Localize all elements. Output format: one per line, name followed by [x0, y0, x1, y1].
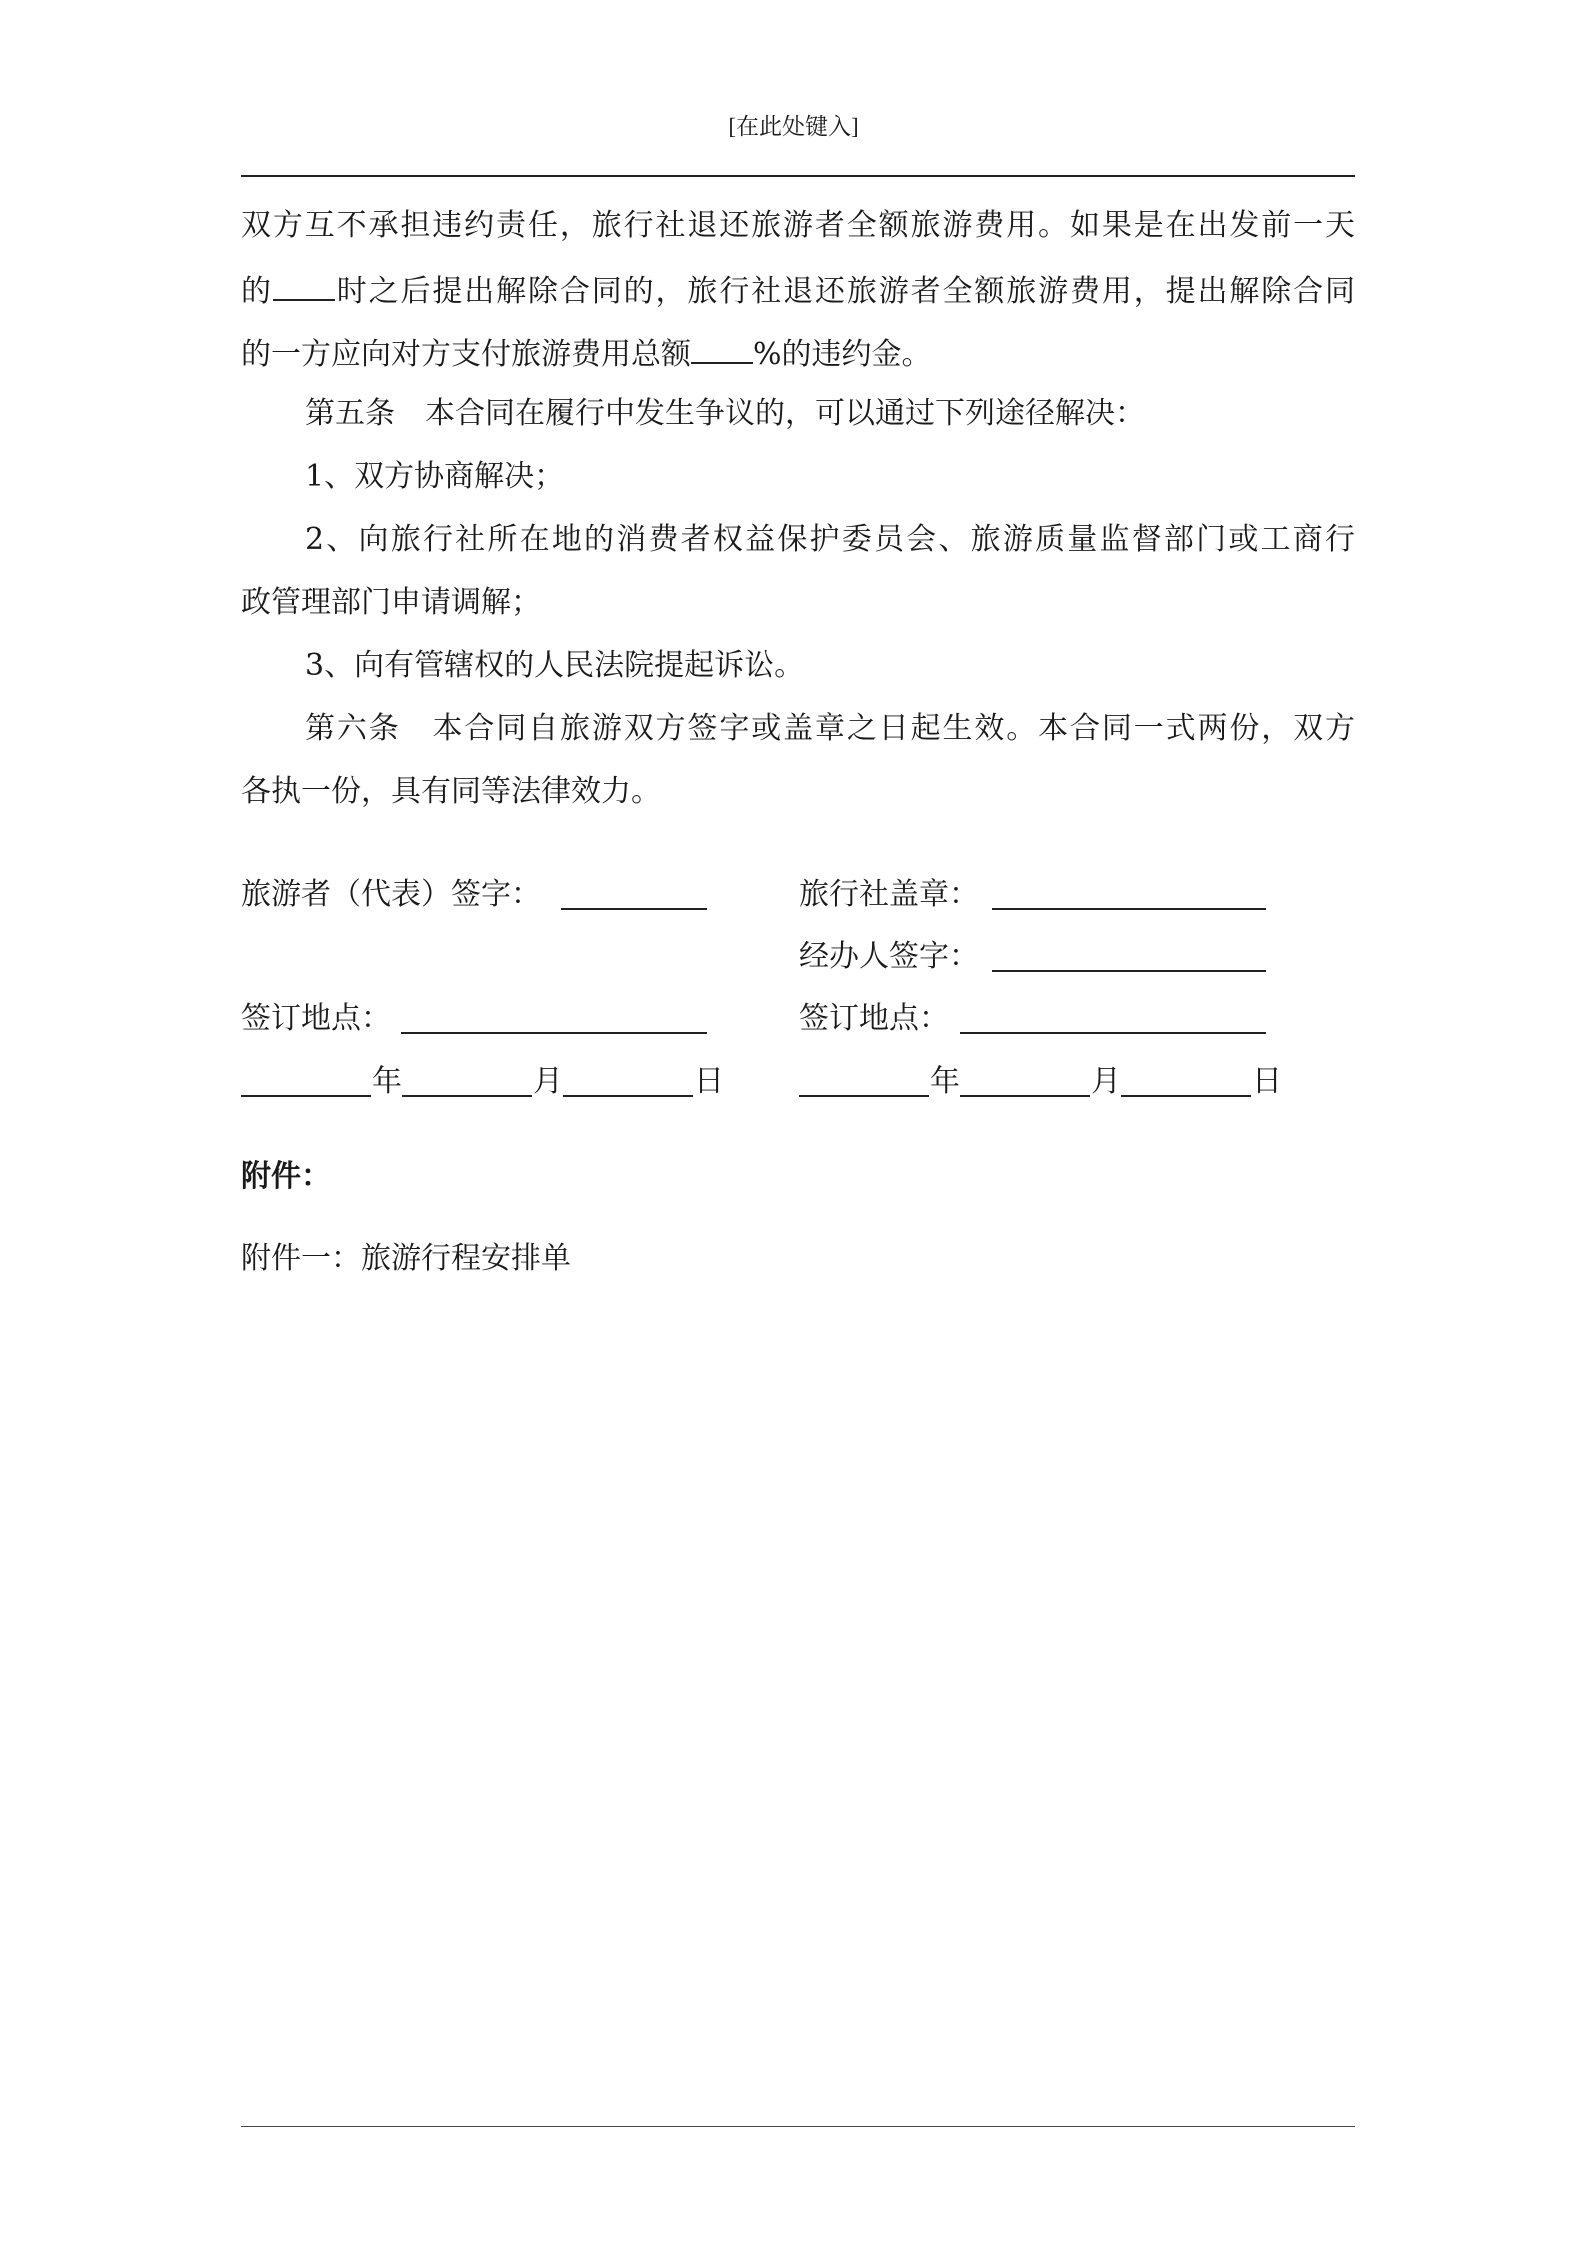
tourist-sign-line[interactable]	[561, 908, 707, 910]
date-left-month: 月	[533, 1064, 563, 1099]
tourist-sign-label: 旅游者（代表）签字：	[241, 877, 541, 912]
date-left-year: 年	[372, 1064, 402, 1099]
place-left-line[interactable]	[401, 1032, 707, 1034]
attachments-heading: 附件：	[241, 1159, 331, 1194]
footer-rule	[241, 2126, 1355, 2127]
date-left-day-line[interactable]	[563, 1095, 693, 1097]
page-header: [在此处键入]	[728, 114, 859, 139]
article-6-line1: 第六条 本合同自旅游双方签字或盖章之日起生效。本合同一式两份，双方	[305, 711, 1355, 746]
date-left-month-line[interactable]	[402, 1095, 532, 1097]
date-left-day: 日	[694, 1064, 724, 1099]
place-right-line[interactable]	[960, 1032, 1266, 1034]
header-rule	[241, 175, 1355, 177]
para1-line3-start: 的一方应向对方支付旅游费用总额	[241, 337, 691, 372]
para1-line3-end: %的违约金。	[753, 337, 932, 372]
place-right-label: 签订地点：	[799, 1001, 949, 1036]
date-right-day: 日	[1252, 1064, 1282, 1099]
article-5-item-1: 1、双方协商解决；	[305, 459, 565, 494]
agency-seal-line[interactable]	[992, 908, 1266, 910]
agency-seal-label: 旅行社盖章：	[799, 877, 979, 912]
article-5-item-2-line1: 2、向旅行社所在地的消费者权益保护委员会、旅游质量监督部门或工商行	[305, 522, 1355, 557]
percent-blank[interactable]	[691, 336, 753, 364]
date-right-year: 年	[930, 1064, 960, 1099]
agent-sign-label: 经办人签字：	[799, 939, 979, 974]
para1-line2-end: 时之后提出解除合同的，旅行社退还旅游者全额旅游费用，提出解除合同	[334, 274, 1356, 309]
para1-line2	[241, 273, 1355, 307]
para1-line2-start: 的	[241, 274, 273, 309]
date-left-year-line[interactable]	[241, 1095, 371, 1097]
article-5-item-3: 3、向有管辖权的人民法院提起诉讼。	[305, 648, 805, 683]
date-right-month-line[interactable]	[960, 1095, 1090, 1097]
article-6-line2: 各执一份，具有同等法律效力。	[241, 774, 661, 809]
place-left-label: 签订地点：	[241, 1001, 391, 1036]
article-5: 第五条 本合同在履行中发生争议的，可以通过下列途径解决：	[305, 396, 1145, 431]
para1-line1: 双方互不承担违约责任，旅行社退还旅游者全额旅游费用。如果是在出发前一天	[241, 208, 1355, 243]
para1-line3	[241, 336, 1355, 370]
agent-sign-line[interactable]	[992, 970, 1266, 972]
article-5-item-2-line2: 政管理部门申请调解；	[241, 585, 541, 620]
date-right-year-line[interactable]	[799, 1095, 929, 1097]
date-right-day-line[interactable]	[1121, 1095, 1251, 1097]
date-right-month: 月	[1091, 1064, 1121, 1099]
attachment-item-1: 附件一：旅游行程安排单	[241, 1241, 571, 1276]
hour-blank[interactable]	[273, 273, 335, 301]
